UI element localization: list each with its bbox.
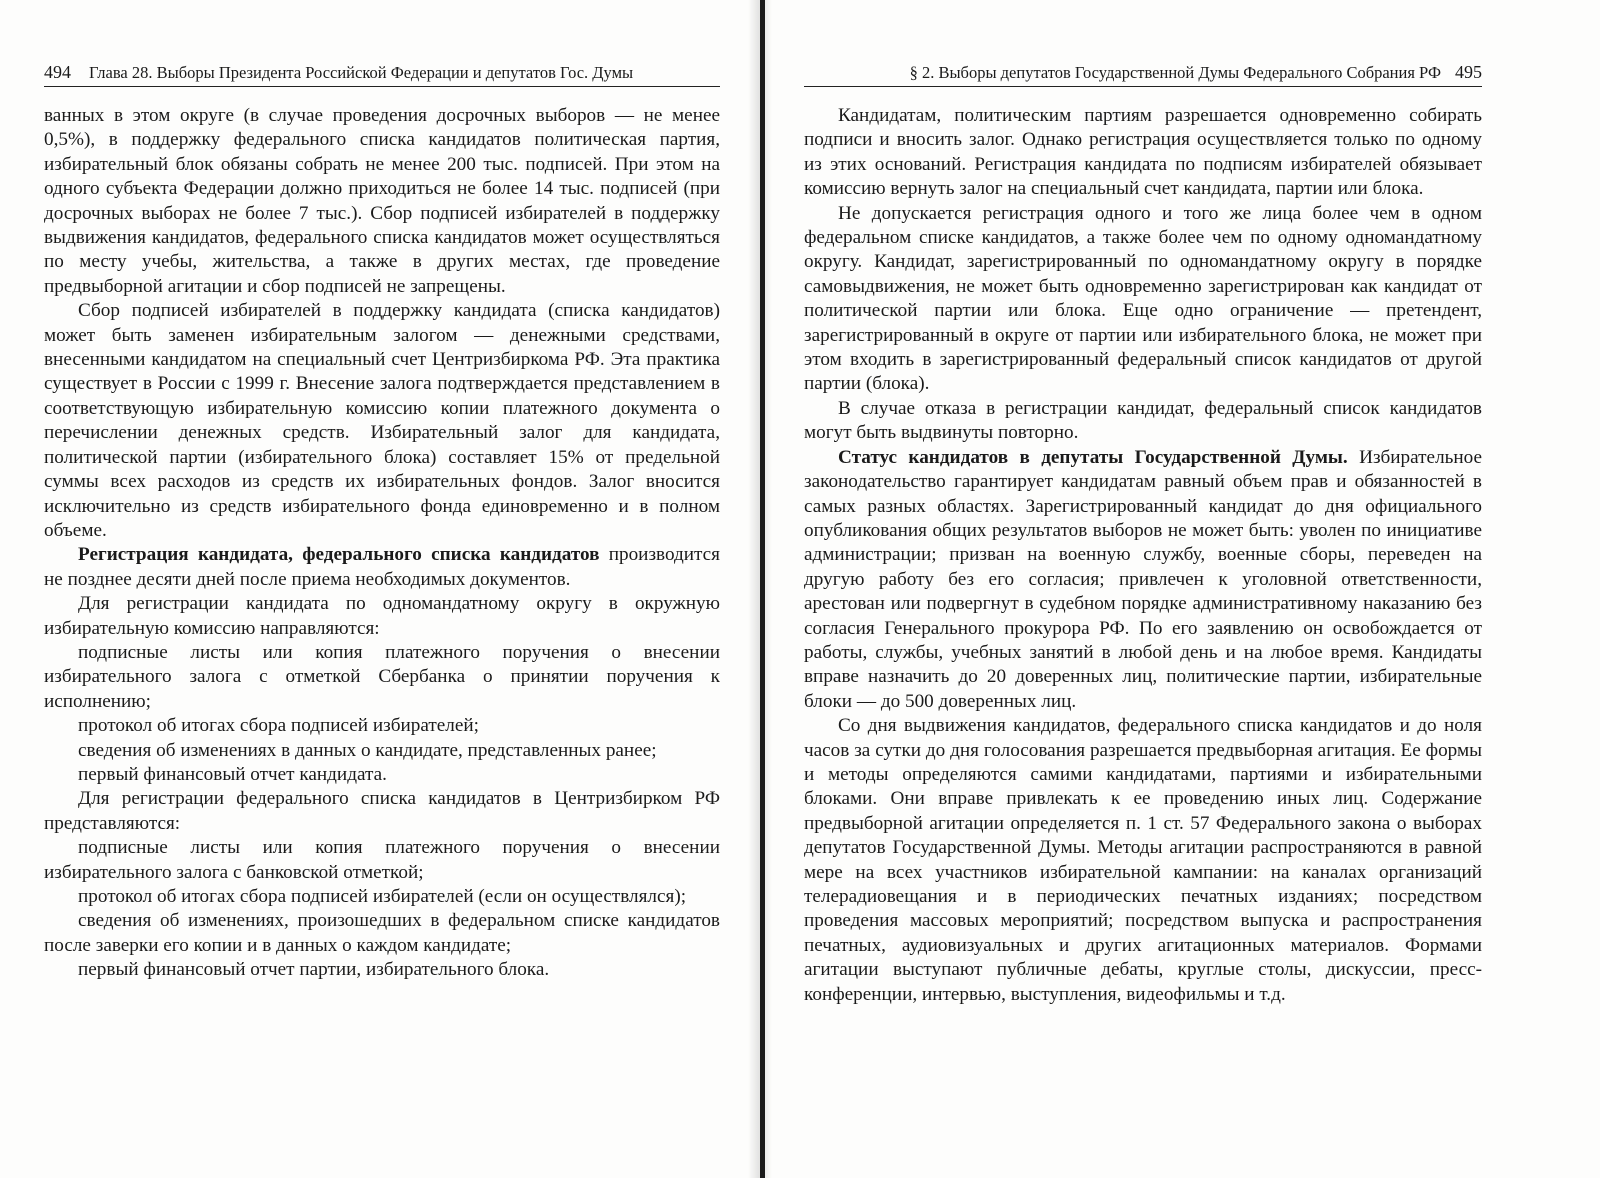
paragraph: Для регистрации кандидата по одномандатному округу в окружную избирательную комиссию направляются: (44, 593, 720, 639)
paragraph: Сбор подписей избирателей в поддержку кандидата (списка кандидатов) может быть заменен избирательным залогом — денежными средствами, внесенными кандидатом на специальный счет Центризбиркома РФ. Эта практика существует в России с 1999 г. Внесение залога подтверждается представлением в соответствующую избирательную комиссию копии платежного документа о перечислении денежных средств. Избирательный залог для кандидата, политической партии (избирательного блока) составляет 15% от предельной суммы всех расходов из средств их избирательных фондов. Залог вносится исключительно из средств избирательного фонда единовременно и в полном объеме. (44, 300, 720, 541)
list-item: сведения об изменениях в данных о кандидате, представленных ранее; (78, 739, 657, 761)
list-item: протокол об итогах сбора подписей избирателей; (78, 715, 479, 737)
right-page-body (804, 104, 1482, 1007)
list-item: подписные листы или копия платежного поручения о внесении избирательного залога с банковской отметкой; (44, 837, 720, 883)
paragraph: ванных в этом округе (в случае проведения досрочных выборов — не менее 0,5%), в поддержку федерального списка кандидатов политическая партия, избирательный блок обязаны собрать не менее 200 тыс. подписей. При этом на одного субъекта Федерации должно приходиться не более 14 тыс. подписей (при досрочных выборах не более 7 тыс.). Сбор подписей избирателей в поддержку выдвижения кандидатов, федерального списка кандидатов может осуществляться по месту учебы, жительства, а также в других местах, где проведение предвыборной агитации и сбор подписей не запрещены. (44, 105, 720, 297)
list-item: первый финансовый отчет кандидата. (78, 763, 387, 785)
left-page-number: 494 (44, 62, 71, 82)
section-heading: Статус кандидатов в депутаты Государственной Думы. (838, 446, 1348, 468)
list-item: сведения об изменениях, произошедших в федеральном списке кандидатов после заверки его копии и в данных о каждом кандидате; (44, 910, 720, 956)
left-running-head-title: Глава 28. Выборы Президента Российской Федерации и депутатов Гос. Думы (89, 63, 634, 82)
paragraph: Не допускается регистрация одного и того же лица более чем в одном федеральном списке кандидатов, а также более чем по одному одномандатному округу. Кандидат, зарегистрированный по одномандатному округу в порядке самовыдвижения, не может быть одновременно зарегистрирован как кандидат от политической партии или блока. Еще одно ограничение — претендент, зарегистрированный в округе от партии или избирательного блока, не может при этом входить в зарегистрированный федеральный список кандидатов от другой партии (блока). (804, 202, 1482, 395)
right-running-head-title: § 2. Выборы депутатов Государственной Думы Федерального Собрания РФ (909, 63, 1441, 82)
section-heading: Регистрация кандидата, федерального списка кандидатов (78, 544, 600, 566)
right-page-number: 495 (1455, 62, 1482, 82)
list-item: первый финансовый отчет партии, избирательного блока. (78, 959, 550, 981)
paragraph: Статус кандидатов в депутаты Государственной Думы. Избирательное законодательство гарантирует кандидатам равный объем прав и обязанностей в самых разных областях. Зарегистрированный кандидат до дня официального опубликования общих результатов выборов не может быть: уволен по инициативе администрации; призван на военную службу, военные сборы, переведен на другую работу без его согласия; привлечен к уголовной ответственности, арестован или подвергнут в судебном порядке административному наказанию без согласия Генерального прокурора РФ. По его заявлению он освобождается от работы, службы, учебных занятий в любой день и на любое время. Кандидаты вправе назначить до 20 доверенных лиц, политические партии, избирательные блоки — до 500 доверенных лиц. (804, 446, 1483, 712)
paragraph: Для регистрации федерального списка кандидатов в Центризбирком РФ представляются: (44, 788, 720, 834)
paragraph: В случае отказа в регистрации кандидат, федеральный список кандидатов могут быть выдвинуты повторно. (804, 397, 1482, 444)
paragraph: Кандидатам, политическим партиям разрешается одновременно собирать подписи и вносить залог. Однако регистрация осуществляется только по одному из этих оснований. Регистрация кандидата по подписям избирателей обязывает комиссию вернуть залог на специальный счет кандидата, партии или блока. (804, 105, 1482, 200)
left-running-head (44, 58, 720, 87)
page-gutter (760, 0, 765, 1178)
left-page-body (44, 104, 720, 983)
right-running-head (804, 58, 1482, 87)
paragraph: Со дня выдвижения кандидатов, федерального списка кандидатов и до ноля часов за сутки до дня голосования разрешается предвыборная агитация. Ее формы и методы определяются самими кандидатами, партиями и избирательными блоками. Они вправе привлекать к ее проведению иных лиц. Содержание предвыборной агитации определяется п. 1 ст. 57 Федерального закона о выборах депутатов Государственной Думы. Методы агитации распространяются в равной мере на всех участников избирательной кампании: на каналах организаций телерадиовещания и в периодических печатных изданиях; посредством проведения массовых мероприятий; посредством выпуска и распространения печатных, аудиовизуальных и других агитационных материалов. Формами агитации выступают публичные дебаты, круглые столы, дискуссии, пресс-конференции, интервью, выступления, видеофильмы и т.д. (804, 715, 1482, 1005)
list-item: подписные листы или копия платежного поручения о внесении избирательного залога с отметкой Сбербанка о принятии поручения к исполнению; (44, 641, 720, 712)
paragraph: Регистрация кандидата, федерального списка кандидатов производится не позднее десяти дней после приема необходимых документов. (44, 544, 720, 590)
list-item: протокол об итогах сбора подписей избирателей (если он осуществлялся); (78, 886, 687, 907)
